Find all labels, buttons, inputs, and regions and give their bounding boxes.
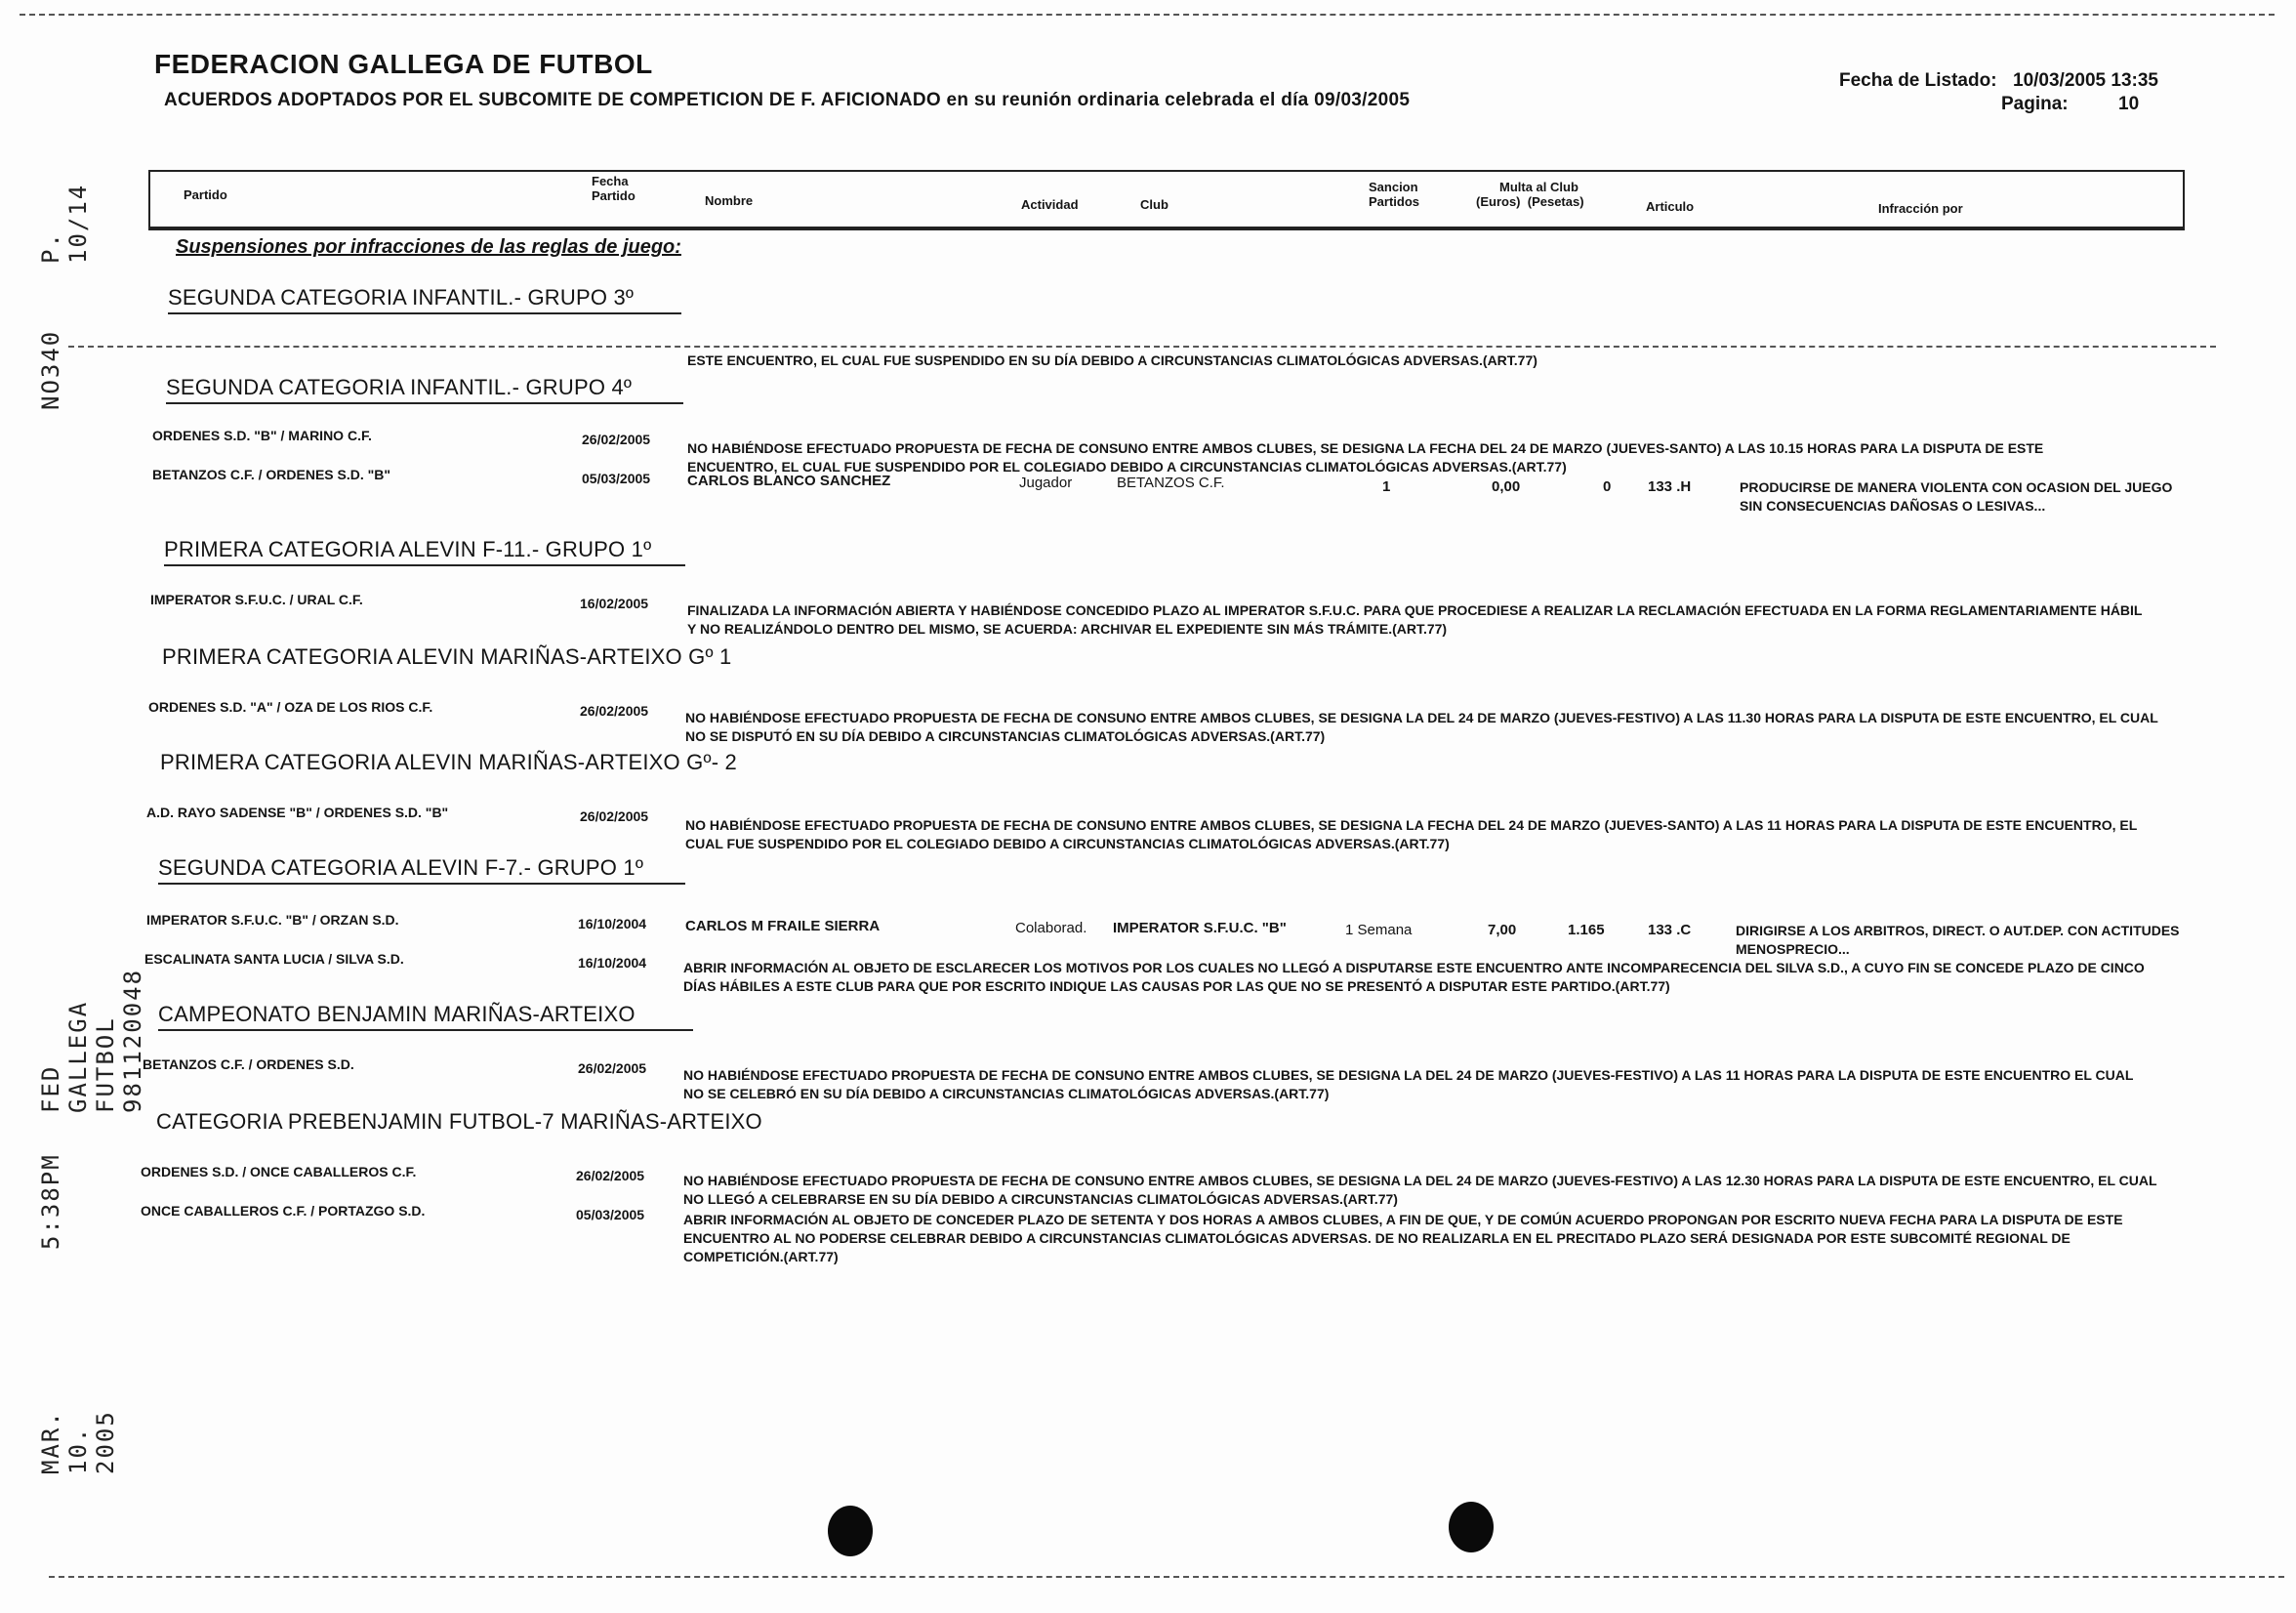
match-teams: ONCE CABALLEROS C.F. / PORTAZGO S.D. [141, 1203, 426, 1219]
resolution-text: ABRIR INFORMACIÓN AL OBJETO DE ESCLARECER LOS MOTIVOS POR LOS CUALES NO LLEGÓ A DISPUTARSE ESTE ENCUENTRO ANTE INCOMPARECENCIA DEL SILVA S.D., A CUYO FIN SE CONCEDE PLAZO DE CINCO DÍAS HÁBILES A ESTE CLUB PARA QUE POR ESCRITO INDIQUE LAS CAUSAS POR LAS QUE NO SE PRESENTÓ A DISPUTAR ESTE PARTIDO.(ART.77) [683, 960, 2145, 994]
punch-hole-right [1449, 1502, 1494, 1552]
fax-time: 5:38PM [37, 1153, 64, 1250]
match-teams: A.D. RAYO SADENSE "B" / ORDENES S.D. "B" [146, 805, 449, 820]
listado-value: 10/03/2005 13:35 [2013, 70, 2158, 91]
col-fecha: Fecha Partido [592, 174, 636, 203]
section-title: SEGUNDA CATEGORIA INFANTIL.- GRUPO 3º [168, 285, 681, 314]
match-teams: BETANZOS C.F. / ORDENES S.D. [143, 1056, 354, 1072]
match-date: 26/02/2005 [582, 432, 651, 447]
resolution-text: NO HABIÉNDOSE EFECTUADO PROPUESTA DE FECHA DE CONSUNO ENTRE AMBOS CLUBES, SE DESIGNA LA DEL 24 DE MARZO (JUEVES-FESTIVO) A LAS 11.30 HORAS PARA LA DISPUTA DE ESTE ENCUENTRO, EL CUAL NO SE DISPUTÓ EN SU DÍA DEBIDO A CIRCUNSTANCIAS CLIMATOLÓGICAS ADVERSAS.(ART.77) [685, 710, 2158, 744]
match-date: 16/10/2004 [578, 955, 647, 971]
resolution-text: ESTE ENCUENTRO, EL CUAL FUE SUSPENDIDO EN SU DÍA DEBIDO A CIRCUNSTANCIAS CLIMATOLÓGICAS ADVERSAS.(ART.77) [687, 352, 1538, 368]
col-articulo: Articulo [1646, 199, 1695, 214]
match-teams: ORDENES S.D. / ONCE CABALLEROS C.F. [141, 1164, 417, 1179]
suspensiones-title: Suspensiones por infracciones de las reglas de juego: [176, 236, 681, 258]
col-partido: Partido [184, 187, 227, 202]
fine-pesetas: 1.165 [1568, 922, 1605, 938]
bottom-scan-line [49, 1576, 2284, 1578]
fax-transmission-header [37, 146, 146, 1494]
match-date: 05/03/2005 [576, 1207, 645, 1222]
sanctioned-name: CARLOS BLANCO SANCHEZ [687, 473, 891, 489]
fax-page: P. 10/14 [37, 183, 92, 264]
match-date: 26/02/2005 [580, 703, 649, 719]
sanction-matches: 1 Semana [1345, 922, 1413, 938]
section-title: SEGUNDA CATEGORIA INFANTIL.- GRUPO 4º [166, 375, 683, 404]
match-date: 26/02/2005 [578, 1060, 647, 1076]
fine-pesetas: 0 [1603, 478, 1612, 495]
col-actividad: Actividad [1021, 197, 1079, 212]
match-date: 05/03/2005 [582, 471, 651, 486]
infraction-text: PRODUCIRSE DE MANERA VIOLENTA CON OCASION DEL JUEGO SIN CONSECUENCIAS DAÑOSAS O LESIVAS... [1740, 479, 2173, 514]
match-teams: ESCALINATA SANTA LUCIA / SILVA S.D. [144, 951, 404, 967]
fax-sender: FED GALLEGA FUTBOL 981120048 [37, 968, 146, 1113]
match-teams: IMPERATOR S.F.U.C. / URAL C.F. [150, 592, 363, 607]
col-club: Club [1140, 197, 1168, 212]
match-date: 16/02/2005 [580, 596, 649, 611]
punch-hole-left [828, 1506, 873, 1556]
sanctioned-name: CARLOS M FRAILE SIERRA [685, 918, 881, 934]
sanctioned-club: IMPERATOR S.F.U.C. "B" [1113, 920, 1287, 936]
sanction-matches: 1 [1382, 478, 1391, 495]
resolution-text: NO HABIÉNDOSE EFECTUADO PROPUESTA DE FECHA DE CONSUNO ENTRE AMBOS CLUBES, SE DESIGNA LA FECHA DEL 24 DE MARZO (JUEVES-SANTO) A LAS 10.15 HORAS PARA LA DISPUTA DE ESTE ENCUENTRO, EL CUAL FUE SUSPENDIDO POR EL COLEGIADO DEBIDO A CIRCUNSTANCIAS CLIMATOLÓGICAS ADVERSAS.(ART.77) [687, 440, 2044, 475]
resolution-text: NO HABIÉNDOSE EFECTUADO PROPUESTA DE FECHA DE CONSUNO ENTRE AMBOS CLUBES, SE DESIGNA LA DEL 24 DE MARZO (JUEVES-FESTIVO) A LAS 11 HORAS PARA LA DISPUTA DE ESTE ENCUENTRO EL CUAL NO SE CELEBRÓ EN SU DÍA DEBIDO A CIRCUNSTANCIAS CLIMATOLÓGICAS ADVERSAS.(ART.77) [683, 1067, 2134, 1101]
infraction-text: DIRIGIRSE A LOS ARBITROS, DIRECT. O AUT.DEP. CON ACTITUDES MENOSPRECIO... [1736, 923, 2180, 957]
doc-subtitle: ACUERDOS ADOPTADOS POR EL SUBCOMITE DE COMPETICION DE F. AFICIONADO en su reunión ordinaria celebrada el día 09/03/2005 [164, 90, 1411, 110]
match-teams: ORDENES S.D. "B" / MARINO C.F. [152, 428, 372, 443]
col-nombre: Nombre [705, 193, 754, 208]
article: 133 .H [1648, 478, 1692, 495]
top-scan-line [20, 14, 2275, 16]
sanctioned-role: Colaborad. [1015, 920, 1087, 936]
listado-label: Fecha de Listado: [1839, 70, 1997, 91]
section-title: PRIMERA CATEGORIA ALEVIN MARIÑAS-ARTEIXO Gº- 2 [160, 750, 737, 774]
fine-euros: 0,00 [1492, 478, 1521, 495]
match-date: 26/02/2005 [580, 808, 649, 824]
org-title: FEDERACION GALLEGA DE FUTBOL [154, 49, 653, 79]
section-title: PRIMERA CATEGORIA ALEVIN F-11.- GRUPO 1º [164, 537, 685, 566]
match-teams: ORDENES S.D. "A" / OZA DE LOS RIOS C.F. [148, 699, 433, 715]
section-title: PRIMERA CATEGORIA ALEVIN MARIÑAS-ARTEIXO Gº 1 [162, 644, 732, 669]
section-title: SEGUNDA CATEGORIA ALEVIN F-7.- GRUPO 1º [158, 855, 685, 885]
col-multa: Multa al Club (Euros) (Pesetas) [1476, 180, 1584, 209]
sanctioned-club: BETANZOS C.F. [1117, 475, 1225, 491]
fine-euros: 7,00 [1488, 922, 1517, 938]
match-date: 16/10/2004 [578, 916, 647, 931]
sanctioned-role: Jugador [1019, 475, 1073, 491]
match-date: 26/02/2005 [576, 1168, 645, 1183]
match-teams: IMPERATOR S.F.U.C. "B" / ORZAN S.D. [146, 912, 399, 928]
col-sancion: Sancion Partidos [1369, 180, 1420, 209]
col-infraccion: Infracción por [1878, 201, 1963, 216]
pagina-label: Pagina: [2001, 94, 2069, 114]
article: 133 .C [1648, 922, 1692, 938]
resolution-text: FINALIZADA LA INFORMACIÓN ABIERTA Y HABIÉNDOSE CONCEDIDO PLAZO AL IMPERATOR S.F.U.C. PARA QUE PROCEDIESE A REALIZAR LA RECLAMACIÓN EFECTUADA EN LA FORMA REGLAMENTARIAMENTE HÁBIL Y NO REALIZÁNDOLO DENTRO DEL MISMO, SE ACUERDA: ARCHIVAR EL EXPEDIENTE SIN MÁS TRÁMITE.(ART.77) [687, 602, 2143, 637]
resolution-text: NO HABIÉNDOSE EFECTUADO PROPUESTA DE FECHA DE CONSUNO ENTRE AMBOS CLUBES, SE DESIGNA LA FECHA DEL 24 DE MARZO (JUEVES-SANTO) A LAS 11 HORAS PARA LA DISPUTA DE ESTE ENCUENTRO, EL CUAL FUE SUSPENDIDO POR EL COLEGIADO DEBIDO A CIRCUNSTANCIAS CLIMATOLÓGICAS ADVERSAS.(ART.77) [685, 817, 2137, 851]
column-header-box [148, 170, 2185, 230]
pagina-value: 10 [2118, 94, 2140, 114]
section-title: CATEGORIA PREBENJAMIN FUTBOL-7 MARIÑAS-ARTEIXO [156, 1109, 762, 1134]
resolution-text: NO HABIÉNDOSE EFECTUADO PROPUESTA DE FECHA DE CONSUNO ENTRE AMBOS CLUBES, SE DESIGNA LA DEL 24 DE MARZO (JUEVES-FESTIVO) A LAS 12.30 HORAS PARA LA DISPUTA DE ESTE ENCUENTRO, EL CUAL NO LLEGÓ A CELEBRARSE EN SU DÍA DEBIDO A CIRCUNSTANCIAS CLIMATOLÓGICAS ADVERSAS.(ART.77) [683, 1173, 2157, 1207]
fax-number: NO340 [37, 329, 64, 410]
mid-scan-line [68, 346, 2216, 348]
match-teams: BETANZOS C.F. / ORDENES S.D. "B" [152, 467, 391, 482]
resolution-text: ABRIR INFORMACIÓN AL OBJETO DE CONCEDER PLAZO DE SETENTA Y DOS HORAS A AMBOS CLUBES, A FIN DE QUE, Y DE COMÚN ACUERDO PROPONGAN POR ESCRITO NUEVA FECHA PARA LA DISPUTA DE ESTE ENCUENTRO AL NO PODERSE CELEBRAR DEBIDO A CIRCUNSTANCIAS CLIMATOLÓGICAS ADVERSAS. DE NO REALIZARLA EN EL PRECITADO PLAZO SERÁ DESIGNADA POR ESTE SUBCOMITÉ REGIONAL DE COMPETICIÓN.(ART.77) [683, 1212, 2123, 1264]
section-title: CAMPEONATO BENJAMIN MARIÑAS-ARTEIXO [158, 1002, 693, 1031]
fax-date: MAR. 10. 2005 [37, 1410, 119, 1474]
